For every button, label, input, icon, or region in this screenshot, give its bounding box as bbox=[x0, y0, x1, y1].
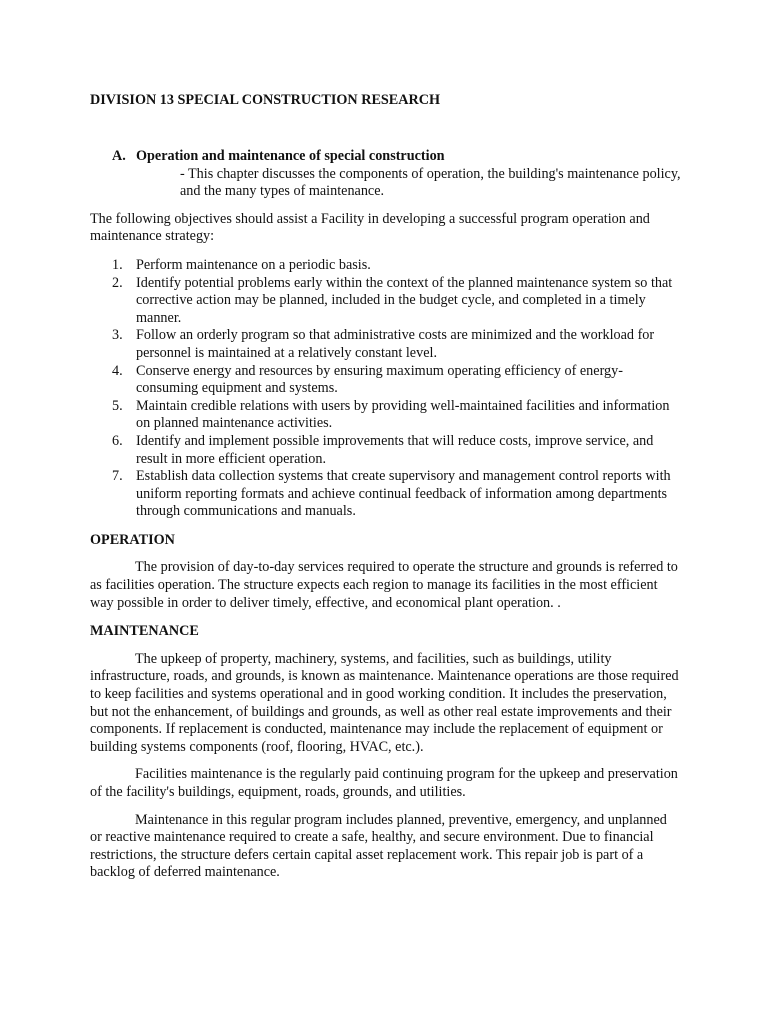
objectives-list bbox=[90, 257, 682, 521]
document-title: DIVISION 13 SPECIAL CONSTRUCTION RESEARCH bbox=[90, 92, 441, 108]
operation-paragraph: The provision of day-to-day services required to operate the structure and grounds is referred to as facilities operation. The structure expects each region to manage its facilities in the most efficient way possible in order to deliver timely, effective, and economical plant operation. . bbox=[90, 559, 678, 611]
objective-number: 7. bbox=[112, 468, 123, 485]
maintenance-paragraph: Maintenance in this regular program includes planned, preventive, emergency, and unplanned or reactive maintenance required to create a safe, healthy, and secure environment. Due to financial restrictions, the structure defers certain capital asset replacement work. This repair job is part of a backlog of deferred maintenance. bbox=[90, 811, 667, 881]
objective-number: 3. bbox=[112, 327, 123, 344]
objective-number: 5. bbox=[112, 397, 123, 414]
objective-number: 2. bbox=[112, 274, 123, 291]
objectives-intro: The following objectives should assist a Facility in developing a successful program operation and maintenance strategy: bbox=[90, 210, 650, 245]
document-page bbox=[90, 92, 682, 882]
objective-text: Identify potential problems early within the context of the planned maintenance system so that corrective action may be planned, included in the budget cycle, and completed in a timely manner. bbox=[136, 274, 673, 326]
maintenance-paragraph: The upkeep of property, machinery, systems, and facilities, such as buildings, utility infrastructure, roads, and grounds, is known as maintenance. Maintenance operations are those required to keep facilities and systems operational and in good working condition. It includes the preservation, but not the enhancement, of buildings and grounds, as well as other real estate improvements and their components. If replacement is conducted, maintenance may include the replacement of equipment or building systems components (roof, flooring, HVAC, etc.). bbox=[90, 650, 679, 755]
objective-text: Maintain credible relations with users by providing well-maintained facilities and information on planned maintenance activities. bbox=[136, 397, 670, 432]
objective-text: Follow an orderly program so that administrative costs are minimized and the workload for personnel is maintained at a relatively constant level. bbox=[136, 327, 655, 361]
maintenance-paragraph: Facilities maintenance is the regularly paid continuing program for the upkeep and preservation of the facility's buildings, equipment, roads, grounds, and utilities. bbox=[90, 766, 678, 800]
objective-text: Establish data collection systems that create supervisory and management control reports with uniform reporting formats and achieve continual feedback of information among departments through communications and manuals. bbox=[136, 468, 671, 520]
objective-number: 4. bbox=[112, 362, 123, 379]
objective-number: 1. bbox=[112, 256, 123, 273]
objective-item bbox=[90, 257, 682, 275]
objective-text: Identify and implement possible improvements that will reduce costs, improve service, and result in more efficient operation. bbox=[136, 432, 654, 467]
maintenance-heading: MAINTENANCE bbox=[90, 623, 199, 640]
objective-item bbox=[90, 468, 682, 521]
objective-item bbox=[90, 327, 682, 362]
section-a-description: - This chapter discusses the components of operation, the building's maintenance policy, and the many types of maintenance. bbox=[180, 165, 681, 200]
objective-item bbox=[90, 398, 682, 433]
objective-item bbox=[90, 363, 682, 398]
objective-text: Perform maintenance on a periodic basis. bbox=[136, 256, 371, 273]
section-a-marker: A. bbox=[112, 148, 126, 164]
section-a-heading: Operation and maintenance of special construction bbox=[136, 148, 445, 164]
section-a bbox=[90, 148, 682, 201]
objective-item bbox=[90, 275, 682, 328]
operation-heading: OPERATION bbox=[90, 531, 175, 548]
objective-text: Conserve energy and resources by ensuring maximum operating efficiency of energy-consuming equipment and systems. bbox=[136, 362, 623, 397]
objective-item bbox=[90, 433, 682, 468]
objective-number: 6. bbox=[112, 432, 123, 449]
